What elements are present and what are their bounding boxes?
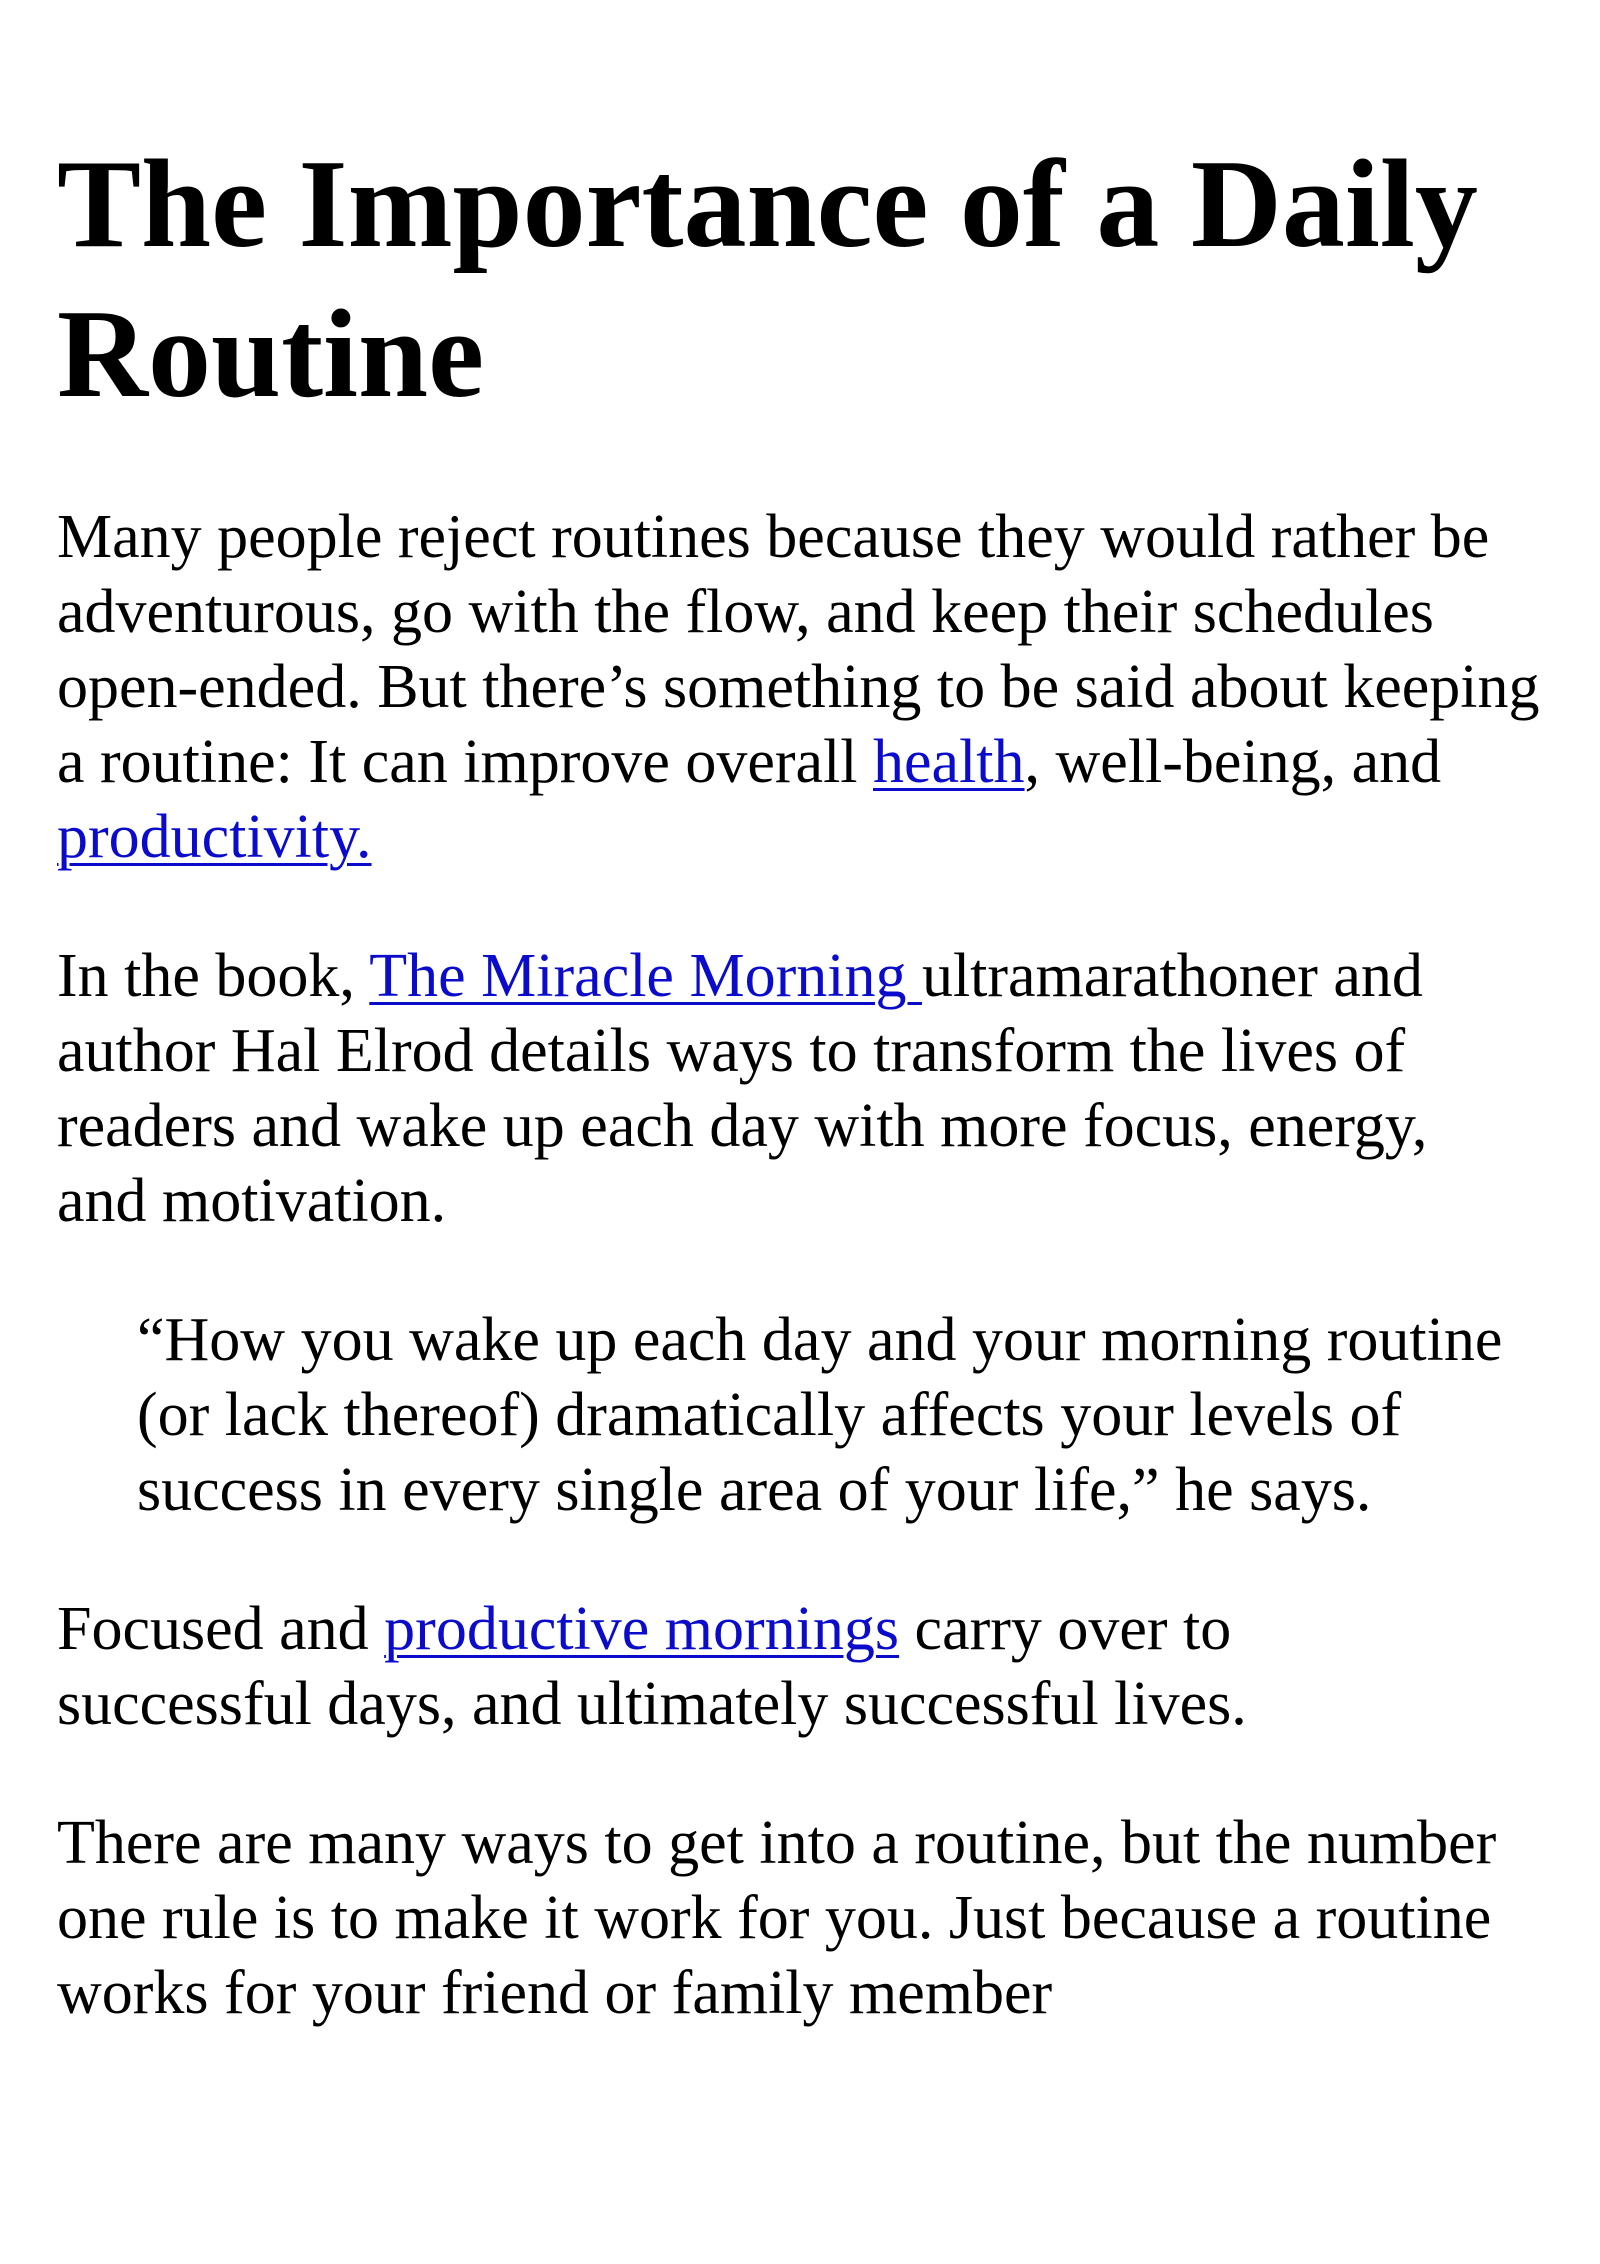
mornings-text-before: Focused and [57,1595,385,1663]
intro-text: Many people reject routines because they would rather be adventurous, go with the flow, and keep their schedules open-ended. But there’s something to be said about keeping a routine: It can improve overall [57,503,1540,796]
intro-paragraph [57,500,1567,875]
article-title: The Importance of a Daily Routine [57,135,1478,424]
book-text-after: ultramarathoner and author Hal Elrod details ways to transform the lives of readers and wake up each day with more focus, energy, and motivation. [57,942,1428,1235]
book-paragraph [57,939,1527,1239]
health-link[interactable]: health [873,728,1025,796]
mornings-paragraph [57,1592,1357,1742]
productive-mornings-link[interactable]: productive mornings [384,1595,900,1663]
routine-rule-paragraph: There are many ways to get into a routine, but the number one rule is to make it work for you. Just because a routine works for your friend or family member [57,1809,1497,2027]
miracle-morning-link[interactable]: The Miracle Morning [369,942,922,1010]
intro-text-middle: , well-being, and [1024,728,1442,796]
productivity-link[interactable]: productivity. [57,803,372,871]
book-text-before: In the book, [57,942,370,1010]
elrod-quote: “How you wake up each day and your morning routine (or lack thereof) dramatically affects your levels of success in every single area of your life,” he says. [137,1306,1503,1524]
mornings-text-after: carry over to successful days, and ultimately successful lives. [57,1595,1247,1738]
